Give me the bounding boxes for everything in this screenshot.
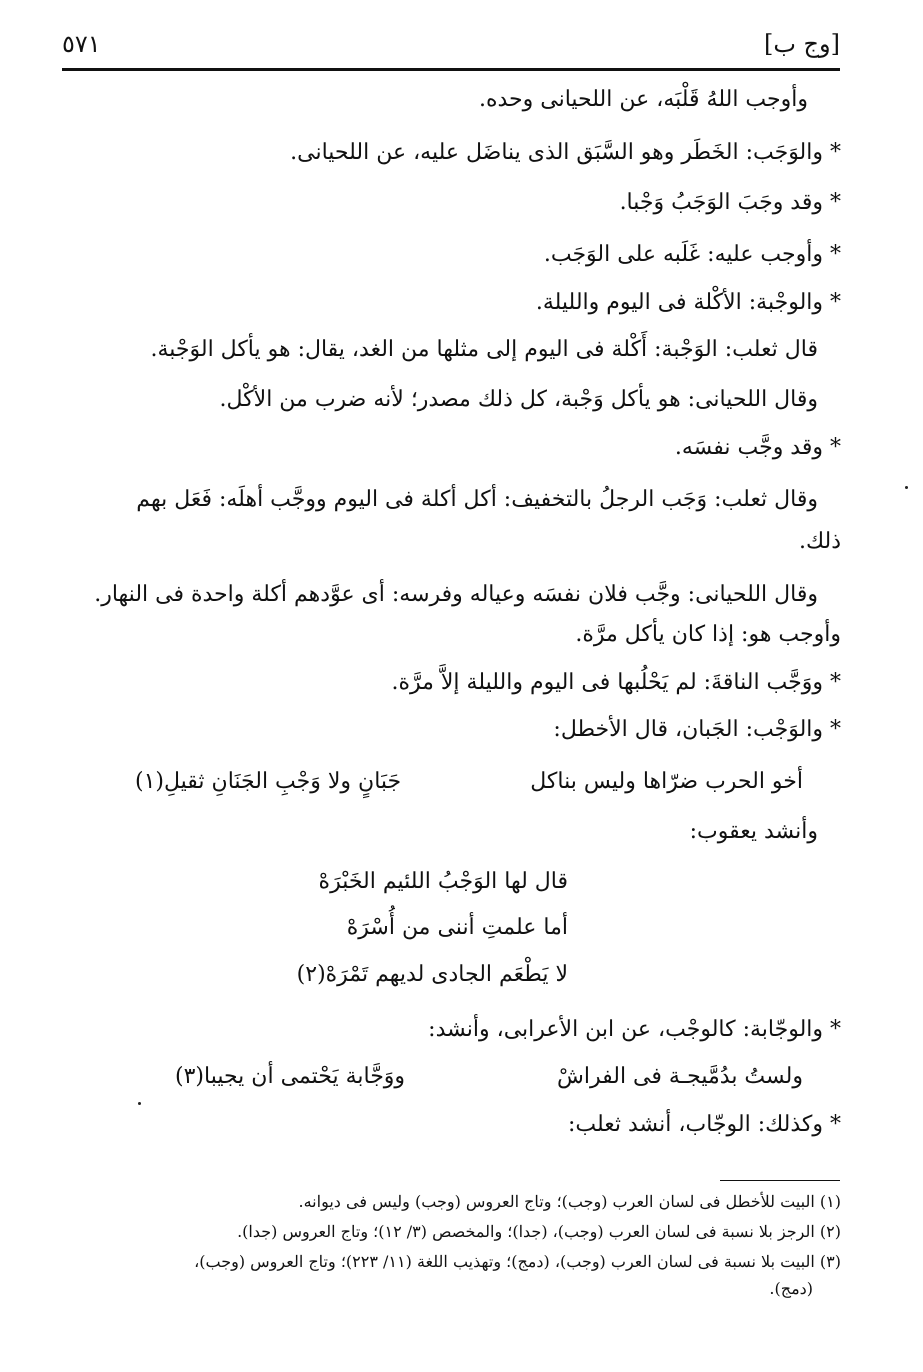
text-line: ذلك. bbox=[798, 529, 841, 554]
text-line: وأوجب هو: إذا كان يأكل مرَّة. bbox=[575, 622, 841, 647]
text-line: * ووَجَّب الناقةَ: لم يَحْلُبها فى اليوم والليلة إلاَّ مرَّة. bbox=[391, 670, 841, 695]
verse-2-second-hemistich: ووَجَّابة يَحْتمى أن يجيبا(٣) bbox=[175, 1064, 406, 1089]
text-line: وقال اللحيانى: هو يأكل وَجْبة، كل ذلك مصدر؛ لأنه ضرب من الأكْل. bbox=[219, 387, 818, 412]
text-line: وأوجب اللهُ قَلْبَه، عن اللحيانى وحده. bbox=[478, 87, 808, 112]
text-line: * وقد وجَبَ الوَجَبُ وَجْبا. bbox=[619, 190, 841, 215]
footnote: (٢) الرجز بلا نسبة فى لسان العرب (وجب)، (جدا)؛ والمخصص (٣/ ١٢)؛ وتاج العروس (جدا). bbox=[237, 1222, 841, 1241]
verse-1-first-hemistich: أخو الحرب ضرّاها وليس بناكل bbox=[530, 769, 803, 794]
text-line: * وكذلك: الوجّاب، أنشد ثعلب: bbox=[567, 1112, 841, 1137]
text-line: * وقد وجَّب نفسَه. bbox=[674, 435, 841, 460]
text-line: قال ثعلب: الوَجْبة: أَكْلة فى اليوم إلى مثلها من الغد، يقال: هو يأكل الوَجْبة. bbox=[150, 337, 818, 362]
text-line: وقال اللحيانى: وجَّب فلان نفسَه وعياله وفرسه: أى عوَّدهم أكلة واحدة فى النهار. bbox=[94, 582, 818, 607]
text-line: وأنشد يعقوب: bbox=[689, 819, 818, 844]
footnote: (١) البيت للأخطل فى لسان العرب (وجب)؛ وتاج العروس (وجب) وليس فى ديوانه. bbox=[298, 1192, 841, 1211]
footnote: (دمج). bbox=[769, 1279, 813, 1298]
text-line: * والوجّابة: كالوجْب، عن ابن الأعرابى، وأنشد: bbox=[428, 1017, 841, 1042]
text-line: * والوَجَب: الخَطَر وهو السَّبَق الذى يناضَل عليه، عن اللحيانى. bbox=[290, 140, 841, 165]
rajaz-line: لا يَطْعَم الجادى لديهم تَمْرَهْ(٢) bbox=[296, 962, 568, 987]
rajaz-line: أما علمتِ أننى من أُسْرَهْ bbox=[346, 915, 568, 940]
text-line: وقال ثعلب: وَجَب الرجلُ بالتخفيف: أكل أكلة فى اليوم ووجَّب أهلَه: فَعَل بهم bbox=[136, 487, 818, 512]
page-number: ٥٧١ bbox=[62, 30, 101, 58]
verse-1-second-hemistich: جَبَانٍ ولا وَجْبِ الجَنَانِ ثقيلِ(١) bbox=[135, 769, 402, 794]
header-root: [وج ب] bbox=[763, 30, 840, 58]
verse-2-first-hemistich: ولستُ بدُمَّيجـة فى الفراشْ bbox=[557, 1064, 803, 1089]
text-line: * وأوجب عليه: غَلَبه على الوَجَب. bbox=[543, 242, 841, 267]
rajaz-line: قال لها الوَجْبُ اللئيم الخَبْرَهْ bbox=[318, 869, 568, 894]
text-line: * والوَجْب: الجَبان، قال الأخطل: bbox=[553, 717, 841, 742]
footnote: (٣) البيت بلا نسبة فى لسان العرب (وجب)، (دمج)؛ وتهذيب اللغة (١١/ ٢٢٣)؛ وتاج العروس (وجب)، bbox=[194, 1252, 841, 1271]
text-line: * والوجْبة: الأكْلة فى اليوم والليلة. bbox=[535, 290, 841, 315]
